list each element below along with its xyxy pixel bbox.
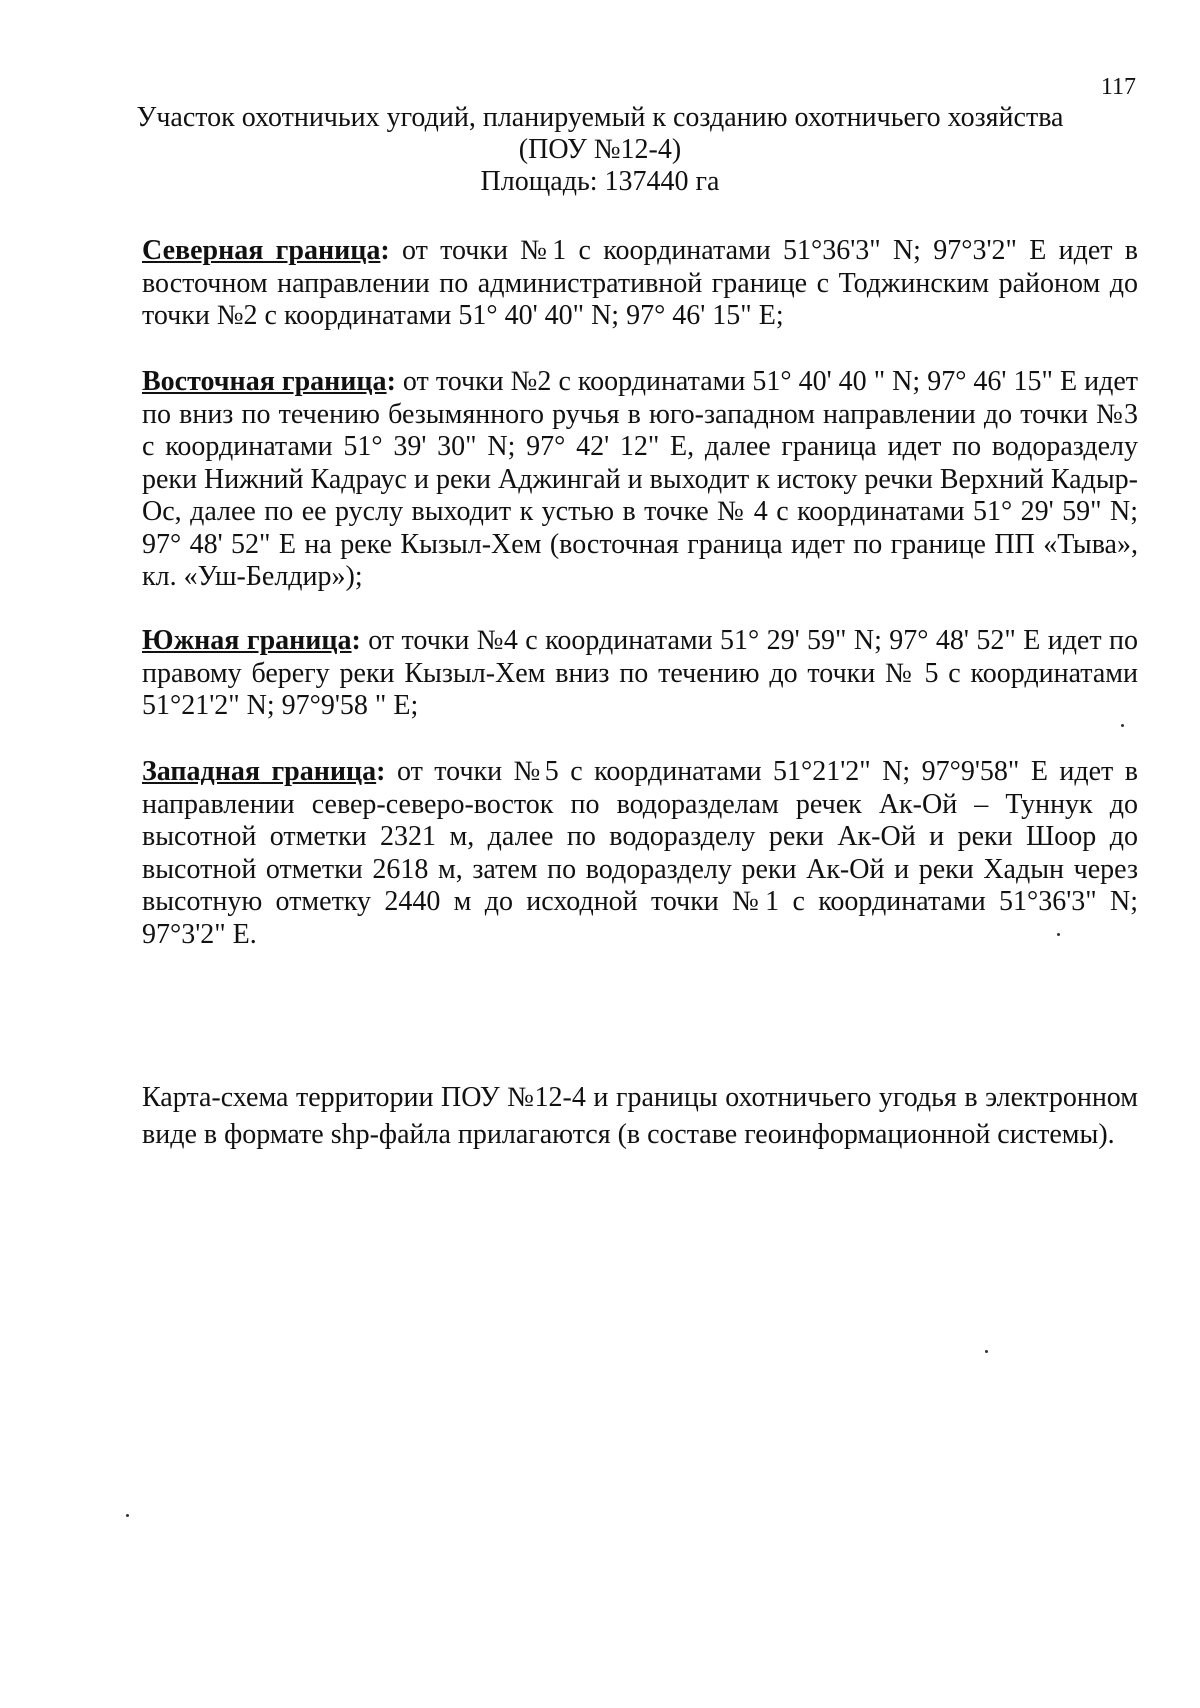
scan-speck — [1057, 933, 1060, 936]
scan-speck — [126, 1514, 129, 1517]
east-boundary-label: Восточная граница — [142, 366, 387, 397]
east-boundary-section — [142, 366, 1138, 594]
east-boundary-colon: : — [386, 366, 396, 397]
page-number: 117 — [1100, 74, 1136, 100]
west-boundary-text: от точки №5 с координатами 51°21'2" N; 97°9'58" E идет в направлении север-северо-восток по водоразделам речек Ак-Ой – Туннук до высотной отметки 2321 м, далее по водоразделу реки Ак-Ой и реки Шоор до высотной отметки 2618 м, затем по водоразделу реки Ак-Ой и реки Хадын через высотную отметку 2440 м до исходной точки №1 с координатами 51°36'3" N; 97°3'2" E. — [142, 756, 1138, 950]
document-header — [0, 102, 1200, 198]
north-boundary-section — [142, 235, 1138, 333]
map-note-text: Карта-схема территории ПОУ №12-4 и границы охотничьего угодья в электронном виде в формате shp-файла прилагаются (в составе геоинформационной системы). — [142, 1082, 1138, 1150]
header-area: Площадь: 137440 га — [480, 166, 720, 197]
west-boundary-section — [142, 756, 1138, 951]
south-boundary-label: Южная граница — [142, 625, 352, 656]
west-boundary-label: Западная граница — [142, 756, 377, 787]
north-boundary-colon: : — [380, 235, 390, 266]
scan-speck — [1121, 724, 1124, 727]
south-boundary-colon: : — [351, 625, 361, 656]
south-boundary-section — [142, 625, 1138, 723]
header-title: Участок охотничьих угодий, планируемый к созданию охотничьего хозяйства — [136, 102, 1064, 133]
scan-speck — [985, 1350, 988, 1353]
south-boundary-text: от точки №4 с координатами 51° 29' 59" N; 97° 48' 52" E идет по правому берегу реки Кызыл-Хем вниз по течению до точки № 5 с координатами 51°21'2" N; 97°9'58 " E; — [142, 625, 1138, 721]
header-code: (ПОУ №12-4) — [518, 134, 682, 165]
east-boundary-text: от точки №2 с координатами 51° 40' 40 " N; 97° 46' 15" E идет по вниз по течению безымянного ручья в юго-западном направлении до точки №3 с координатами 51° 39' 30" N; 97° 42' 12" E, далее граница идет по водоразделу реки Нижний Кадраус и реки Аджингай и выходит к истоку речки Верхний Кадыр-Ос, далее по ее руслу выходит к устью в точке № 4 с координатами 51° 29' 59" N; 97° 48' 52" E на реке Кызыл-Хем (восточная граница идет по границе ПП «Тыва», кл. «Уш-Белдир»); — [142, 366, 1138, 592]
map-note-section — [142, 1079, 1138, 1153]
north-boundary-text: от точки №1 с координатами 51°36'3" N; 97°3'2" Е идет в восточном направлении по административной границе с Тоджинским районом до точки №2 с координатами 51° 40' 40" N; 97° 46' 15" E; — [142, 235, 1139, 331]
north-boundary-label: Северная граница — [142, 235, 381, 266]
west-boundary-colon: : — [376, 756, 386, 787]
